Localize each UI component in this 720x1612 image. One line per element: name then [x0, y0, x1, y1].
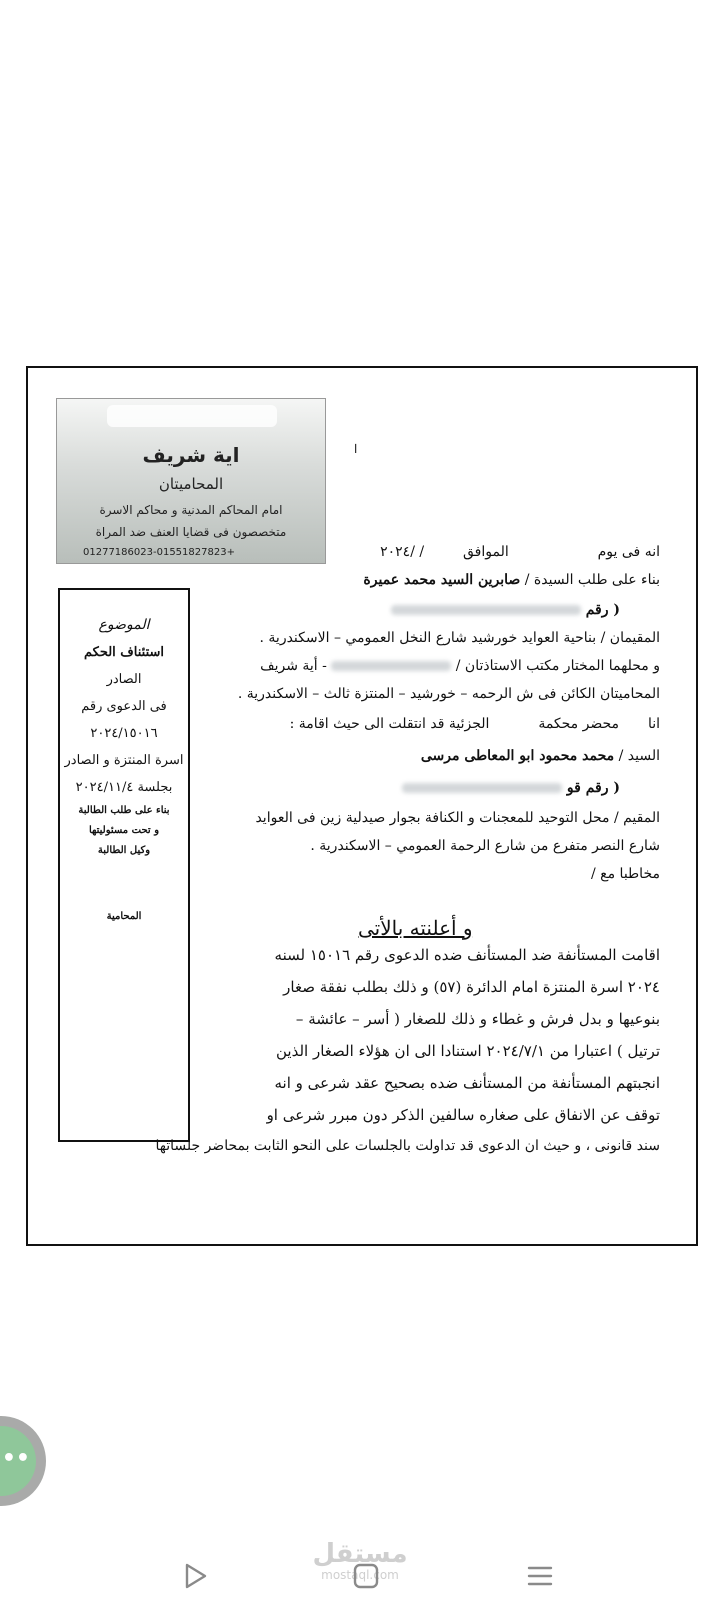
id-line-1 — [391, 602, 620, 618]
paragraph-line-7: سند قانونى ، و حيث ان الدعوى قد تداولت بالجلسات على النحو الثابت بمحاضر جلساتها — [155, 1138, 660, 1154]
bailiff-i: انا — [647, 716, 660, 732]
bailiff-court: محضر محكمة — [538, 716, 620, 732]
paragraph-line-4: ترتيل ) اعتبارا من ٢٠٢٤/٧/١ استنادا الى ان هؤلاء الصغار الذين — [275, 1042, 660, 1060]
card-phone: 01277186023-01551827823+ — [83, 547, 235, 558]
subject-case-number: ٢٠٢٤/١٥٠١٦ — [90, 726, 158, 741]
subject-heading: الموضوع — [98, 617, 150, 633]
card-line-1: امام المحاكم المدنية و محاكم الاسرة — [99, 503, 283, 517]
lawyer-name: - أية شريف — [260, 658, 327, 674]
play-icon — [183, 1562, 209, 1590]
id-line-2 — [402, 780, 620, 796]
requester-name: صابرين السيد محمد عميرة — [363, 572, 521, 588]
paragraph-line-2: ٢٠٢٤ اسرة المنتزة امام الدائرة (٥٧) و ذلك بطلب نفقة صغار — [283, 978, 660, 996]
menu-icon — [526, 1562, 554, 1590]
square-icon — [352, 1562, 380, 1590]
announcement-heading: و أعلنته بالأتى — [358, 916, 473, 940]
respondent-address-1: المقيم / محل التوحيد للمعجنات و الكنافة بجوار صيدلية زين فى العوايد — [255, 810, 660, 826]
subject-session: بجلسة ٢٠٢٤/١١/٤ — [75, 780, 173, 795]
subject-lawyer: المحامية — [106, 911, 142, 922]
respondent-line — [421, 748, 660, 764]
paragraph-line-6: توقف عن الانفاق على صغاره سالفين الذكر دون مبرر شرعى او — [266, 1106, 660, 1124]
floating-chat-button[interactable] — [0, 1416, 46, 1506]
subject-request-2: و تحت مسئوليتها — [88, 825, 160, 836]
nav-menu-button[interactable] — [520, 1558, 560, 1594]
paragraph-line-5: انجبتهم المستأنفة من المستأنف ضده بصحيح عقد شرعى و انه — [274, 1074, 660, 1092]
chosen-address-label: و محلهما المختار مكتب الاستاذتان / — [455, 658, 660, 674]
nav-home-button[interactable] — [346, 1558, 386, 1594]
redacted-id-2 — [402, 783, 562, 793]
paragraph-line-3: بنوعيها و بدل فرش و غطاء و ذلك للصغار ( أسر – عائشة – — [295, 1010, 660, 1028]
document-page — [26, 366, 698, 1246]
system-nav-bar — [0, 1548, 720, 1612]
more-dots-icon: •• — [0, 1426, 36, 1496]
date-line — [380, 544, 660, 560]
redacted-id-1 — [391, 605, 581, 615]
respondent-address-2: شارع النصر متفرع من شارع الرحمة العمومي – الاسكندرية . — [310, 838, 660, 854]
residence-line: المقيمان / بناحية العوايد خورشيد شارع النخل العمومي – الاسكندرية . — [259, 630, 660, 646]
respondent-name: محمد محمود ابو المعاطى مرسى — [420, 748, 615, 764]
bailiff-line — [290, 716, 660, 732]
nav-back-button[interactable] — [176, 1558, 216, 1594]
requester-label: بناء على طلب السيدة / — [524, 572, 660, 588]
date-label: انه فى يوم — [597, 544, 660, 560]
subject-box — [58, 588, 190, 1142]
addressed-with: مخاطبا مع / — [590, 866, 660, 882]
requester-line — [363, 572, 660, 588]
id-label-1: ( رقم — [585, 602, 620, 618]
respondent-label: السيد / — [618, 748, 660, 764]
card-title: المحاميتان — [158, 475, 224, 493]
card-name: اية شريف — [142, 443, 240, 467]
business-card — [56, 398, 326, 564]
subject-request-3: وكيل الطالبة — [97, 845, 151, 856]
subject-appeal: استئناف الحكم — [83, 645, 165, 660]
redacted-area — [107, 405, 277, 427]
date-value: / /٢٠٢٤ — [380, 544, 425, 560]
subject-issued: الصادر — [106, 672, 142, 687]
subject-request-1: بناء على طلب الطالبة — [78, 805, 170, 816]
card-line-2: متخصصون فى قضايا العنف ضد المراة — [95, 525, 287, 539]
stray-mark: ا — [354, 442, 358, 456]
corresponding-label: الموافق — [462, 544, 509, 560]
watermark-arabic: مستقل — [312, 1539, 408, 1569]
id-label-2: ( رقم قو — [566, 780, 620, 796]
bailiff-text: الجزئية قد انتقلت الى حيث اقامة : — [289, 716, 490, 732]
office-line: المحاميتان الكائن فى ش الرحمه – خورشيد – المنتزة ثالث – الاسكندرية . — [237, 686, 660, 702]
paragraph-line-1: اقامت المستأنفة ضد المستأنف ضده الدعوى رقم ١٥٠١٦ لسنه — [274, 946, 660, 964]
chosen-address-line — [260, 658, 660, 674]
subject-case-label: فى الدعوى رقم — [81, 699, 167, 714]
redacted-name — [331, 661, 451, 671]
watermark-english: mostaql.com — [321, 1568, 399, 1582]
subject-court: اسرة المنتزة و الصادر — [64, 753, 184, 768]
